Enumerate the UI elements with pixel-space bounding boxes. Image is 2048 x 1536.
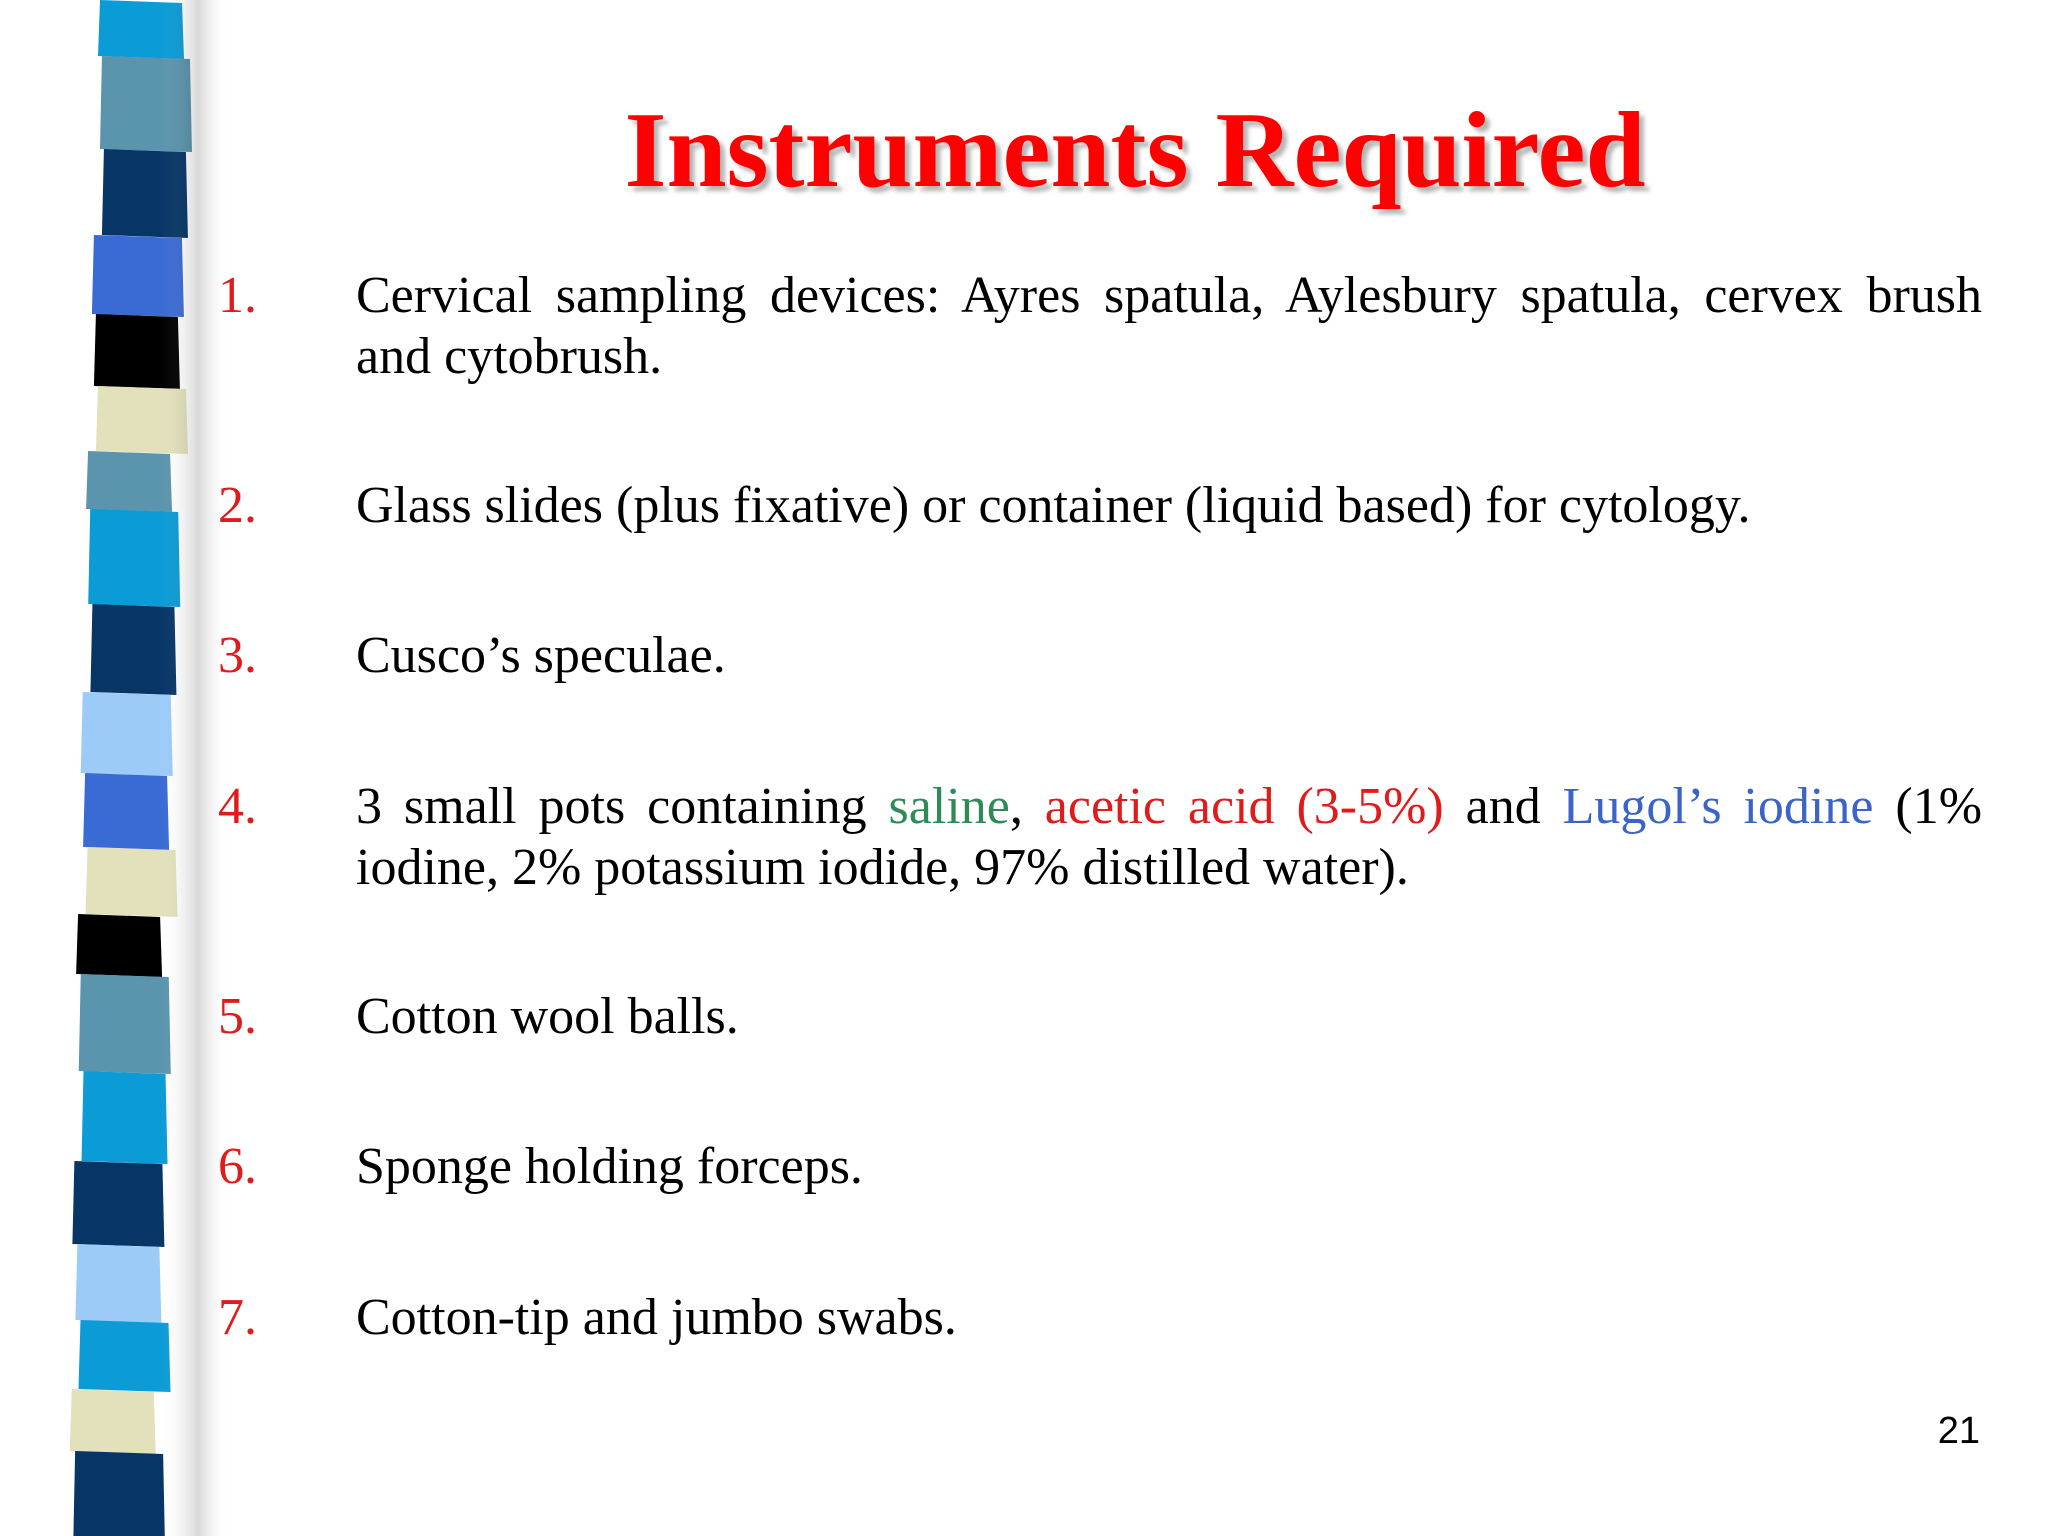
item-number: 5. — [218, 988, 257, 1045]
lugols-iodine-term: Lugol’s iodine — [1562, 778, 1874, 835]
stripe-segment — [79, 974, 171, 1074]
stripe-segment — [73, 1451, 165, 1536]
item-text-part: (1% iodine, 2% potassium iodide, 97% distilled water). — [356, 778, 1983, 896]
item-text: Cusco’s speculae. — [356, 627, 726, 684]
item-number: 6. — [218, 1138, 257, 1195]
item-number: 3. — [218, 627, 257, 684]
item-number: 4. — [218, 778, 257, 835]
stripe-segment — [75, 1244, 161, 1323]
item-text: Cotton-tip and jumbo swabs. — [356, 1289, 957, 1346]
stripe-segment — [79, 1320, 171, 1392]
acetic-acid-term: acetic acid (3-5%) — [1044, 778, 1444, 835]
item-number: 2. — [218, 477, 257, 534]
item-text: Sponge holding forceps. — [356, 1138, 863, 1195]
item-number: 1. — [218, 267, 257, 324]
slide-title: Instruments Required — [624, 91, 1646, 210]
page-number: 21 — [1937, 1410, 1980, 1452]
stripe-segment — [86, 451, 172, 512]
stripe-segment — [82, 1071, 168, 1164]
stripe-segment — [70, 1389, 156, 1454]
stripe-segment — [72, 1161, 164, 1247]
item-text-part: , — [1009, 778, 1045, 835]
stripe-segment — [76, 914, 162, 977]
item-text-part: 3 small pots containing — [356, 778, 889, 835]
stripe-segment — [83, 773, 169, 850]
item-text: Glass slides (plus fixative) or container (liquid based) for cytology. — [356, 477, 1751, 534]
item-text: Cotton wool balls. — [356, 988, 739, 1045]
stripe-segment — [81, 692, 173, 776]
saline-term: saline — [888, 778, 1010, 835]
item-text-part: and — [1443, 778, 1563, 835]
decorative-stripe-bar — [0, 0, 230, 1536]
item-number: 7. — [218, 1289, 257, 1346]
item-text: Cervical sampling devices: Ayres spatula, Aylesbury spatula, cervex brush and cytobrush. — [356, 267, 1982, 385]
item-text — [356, 776, 1982, 898]
